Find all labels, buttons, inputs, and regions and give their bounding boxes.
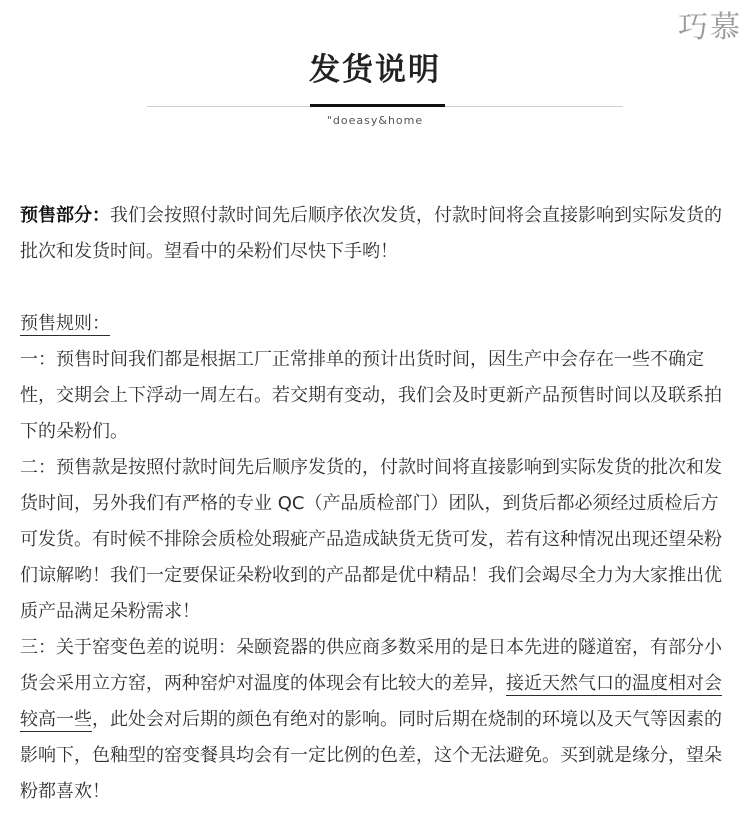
brand-subtitle: "doeasy&home: [326, 114, 424, 127]
shipping-notice-body: [20, 198, 736, 810]
rule-3-text-b: ，此处会对后期的颜色有绝对的影响。同时后期在烧制的环境以及天气等因素的影响下，色釉型的窑变餐具均会有一定比例的色差，这个无法避免。买到就是缘分，望朵粉都喜欢！: [20, 709, 722, 802]
presale-label: 预售部分：: [20, 205, 110, 226]
presale-paragraph: [20, 198, 736, 270]
rule-3-text-a: 三：关于窑变色差的说明：朵颐瓷器的供应商多数采用的是日本先进的隧道窑，有部分小货会采用立方窑，两种窑炉对温度的体现会有比较大的差异，: [20, 637, 722, 694]
rules-heading-paragraph: [20, 306, 736, 342]
rule-3-underlined-text: 接近天然气口的温度相对会较高一些: [20, 673, 722, 730]
spacer: [20, 270, 736, 306]
rule-1: 一：预售时间我们都是根据工厂正常排单的预计出货时间，因生产中会存在一些不确定性，交期会上下浮动一周左右。若交期有变动，我们会及时更新产品预售时间以及联系拍下的朵粉们。: [20, 349, 722, 442]
page-title: 发货说明: [309, 52, 441, 88]
rules-heading: 预售规则：: [20, 313, 110, 334]
rule-2: 二：预售款是按照付款时间先后顺序发货的，付款时间将直接影响到实际发货的批次和发货时间，另外我们有严格的专业 QC（产品质检部门）团队，到货后都必须经过质检后方可发货。有时候不排除会质检处瑕疵产品造成缺货无货可发，若有这种情况出现还望朵粉们谅解哟！我们一定要保证朵粉收到的产品都是优中精品！我们会竭尽全力为大家推出优质产品满足朵粉需求！: [20, 457, 722, 622]
title-accent-bar: [310, 104, 445, 107]
rule-3: [20, 630, 736, 810]
presale-text: 我们会按照付款时间先后顺序依次发货，付款时间将会直接影响到实际发货的批次和发货时间。望看中的朵粉们尽快下手哟！: [20, 205, 722, 262]
watermark-logo: 巧慕: [678, 10, 742, 45]
